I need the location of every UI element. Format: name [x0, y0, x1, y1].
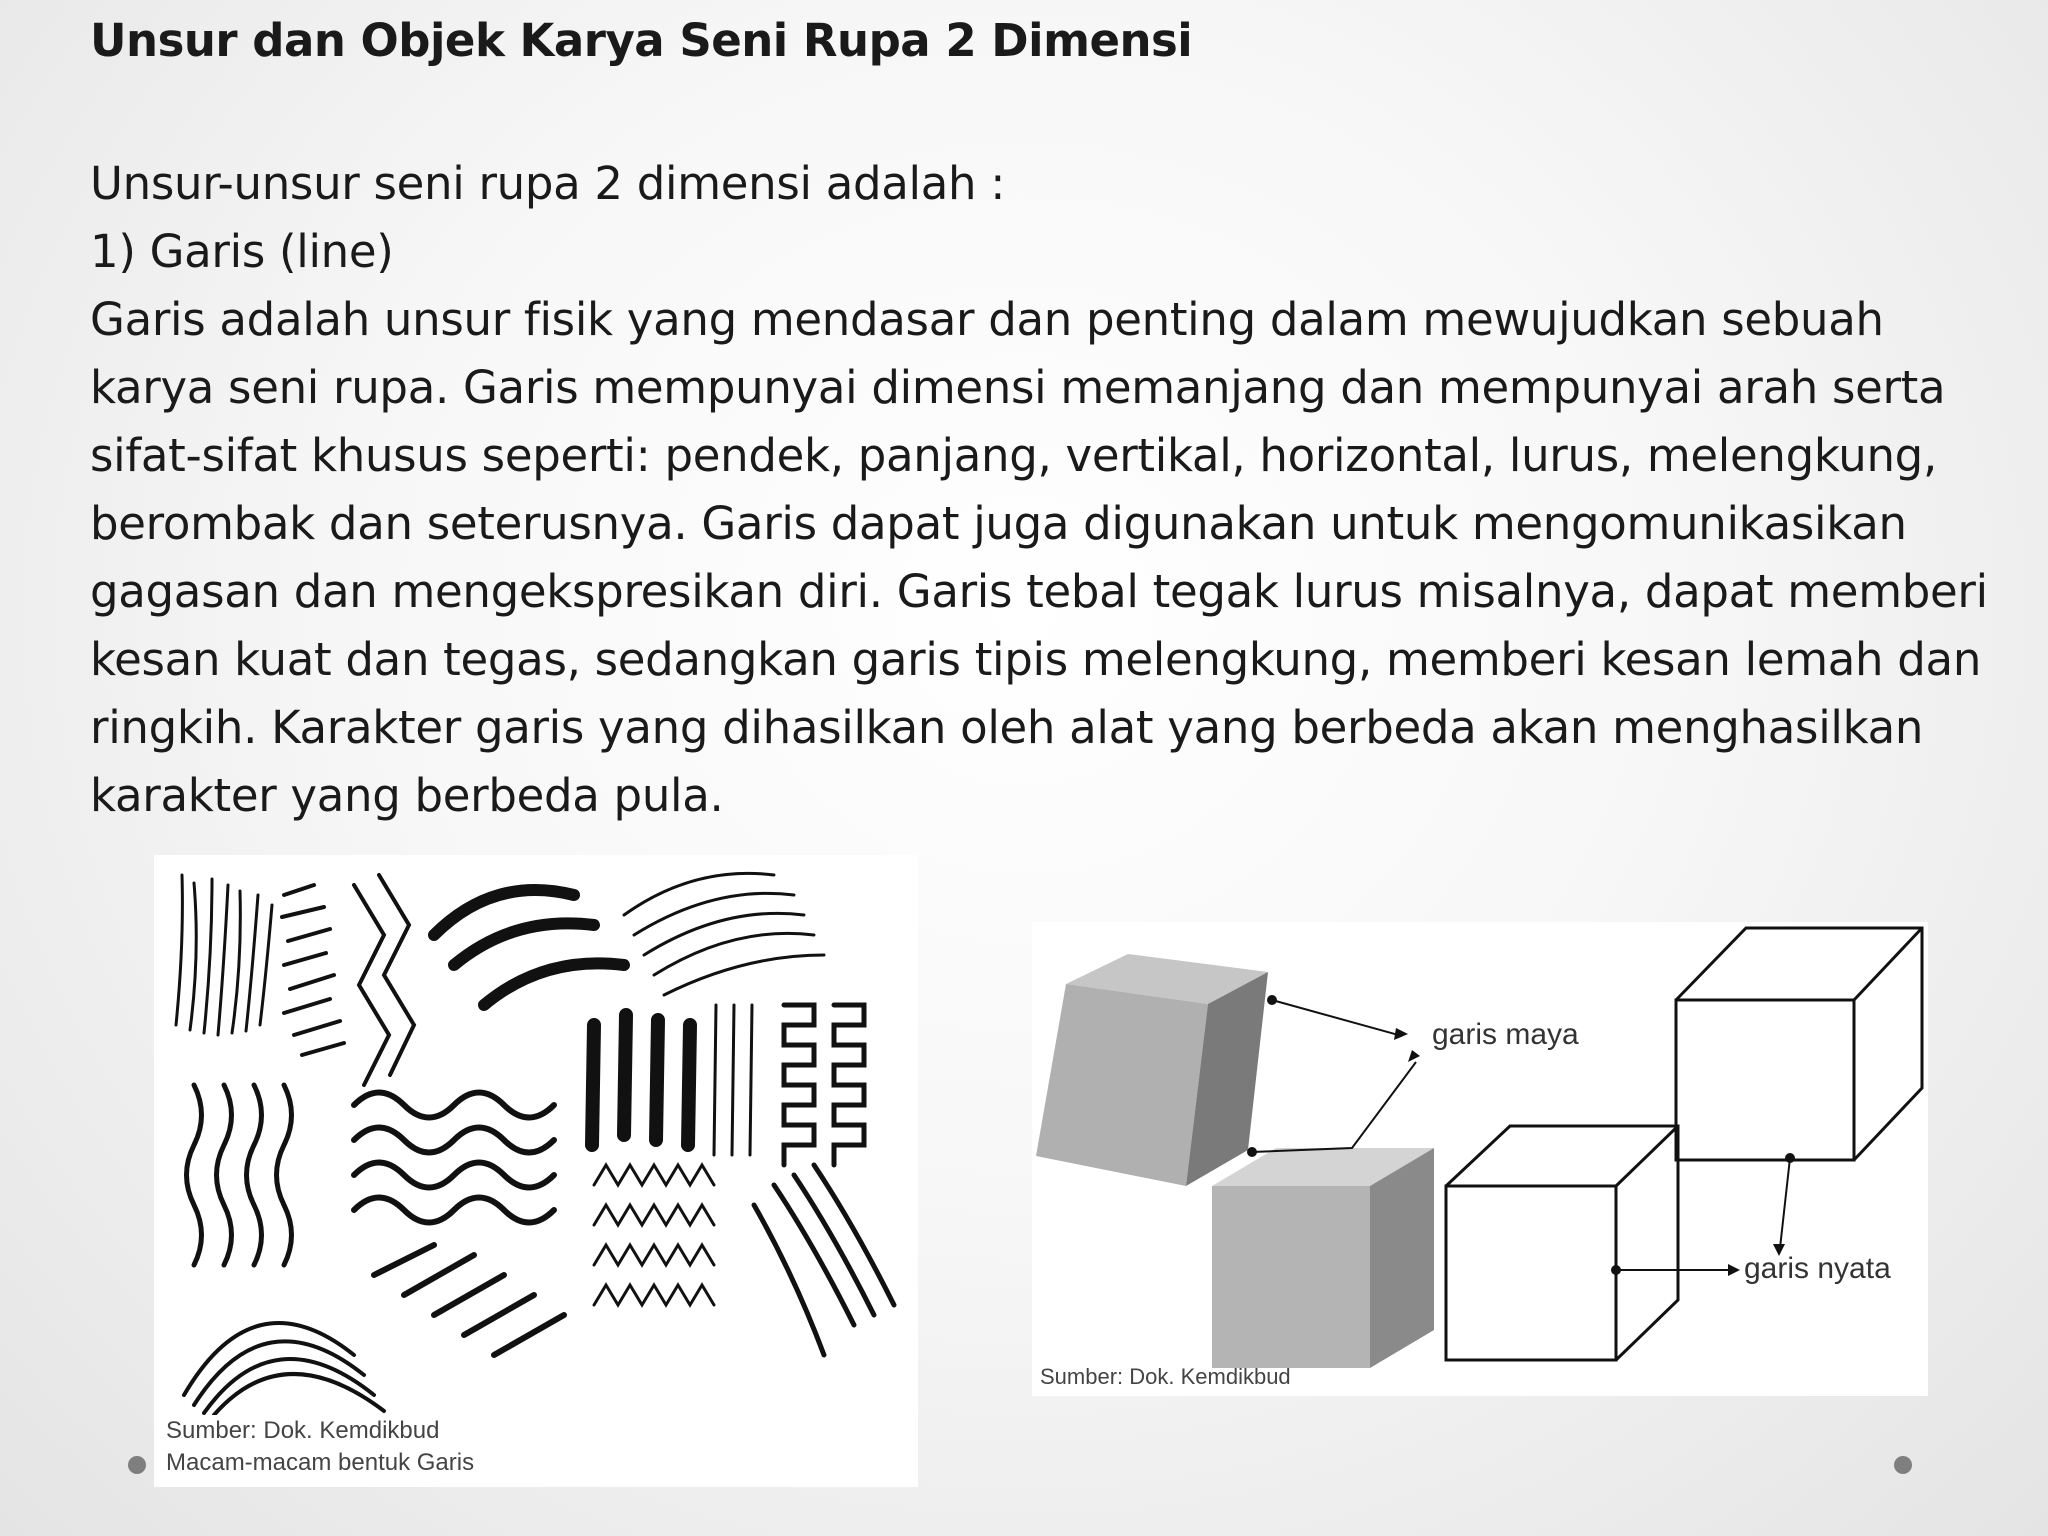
- body-line: ringkih. Karakter garis yang dihasilkan oleh alat yang berbeda akan menghasilkan: [90, 701, 1924, 754]
- body-line: Garis adalah unsur fisik yang mendasar dan penting dalam mewujudkan sebuah: [90, 293, 1884, 346]
- body-line: karakter yang berbeda pula.: [90, 769, 724, 822]
- body-line: sifat-sifat khusus seperti: pendek, panjang, vertikal, horizontal, lurus, melengkung,: [90, 429, 1937, 482]
- figure-source: Sumber: Dok. Kemdikbud: [1040, 1364, 1291, 1389]
- slide-body: [90, 150, 2030, 830]
- slide-nav-dot-left: [128, 1456, 146, 1474]
- section-heading: 1) Garis (line): [90, 225, 394, 278]
- line-types-illustration: [154, 855, 918, 1415]
- figure-caption: Macam-macam bentuk Garis: [166, 1449, 475, 1476]
- body-line: berombak dan seterusnya. Garis dapat juga digunakan untuk mengomunikasikan: [90, 497, 1907, 550]
- body-line: gagasan dan mengekspresikan diri. Garis tebal tegak lurus misalnya, dapat memberi: [90, 565, 1988, 618]
- figure-source: Sumber: Dok. Kemdikbud: [166, 1417, 440, 1444]
- lower-cube-front: [1212, 1186, 1370, 1368]
- line-types-figure: [154, 855, 918, 1487]
- label-garis-maya: garis maya: [1432, 1018, 1579, 1051]
- body-line: karya seni rupa. Garis mempunyai dimensi memanjang dan mempunyai arah serta: [90, 361, 1946, 414]
- slide-title: Unsur dan Objek Karya Seni Rupa 2 Dimensi: [90, 14, 1193, 67]
- label-garis-nyata: garis nyata: [1744, 1252, 1891, 1285]
- cubes-figure: [1032, 922, 1928, 1396]
- intro-line: Unsur-unsur seni rupa 2 dimensi adalah :: [90, 157, 1006, 210]
- tilted-cube-front: [1036, 984, 1208, 1186]
- cubes-illustration: [1032, 922, 1928, 1396]
- slide-nav-dot-right: [1894, 1456, 1912, 1474]
- lower-cube-side: [1370, 1148, 1434, 1368]
- body-line: kesan kuat dan tegas, sedangkan garis tipis melengkung, memberi kesan lemah dan: [90, 633, 1982, 686]
